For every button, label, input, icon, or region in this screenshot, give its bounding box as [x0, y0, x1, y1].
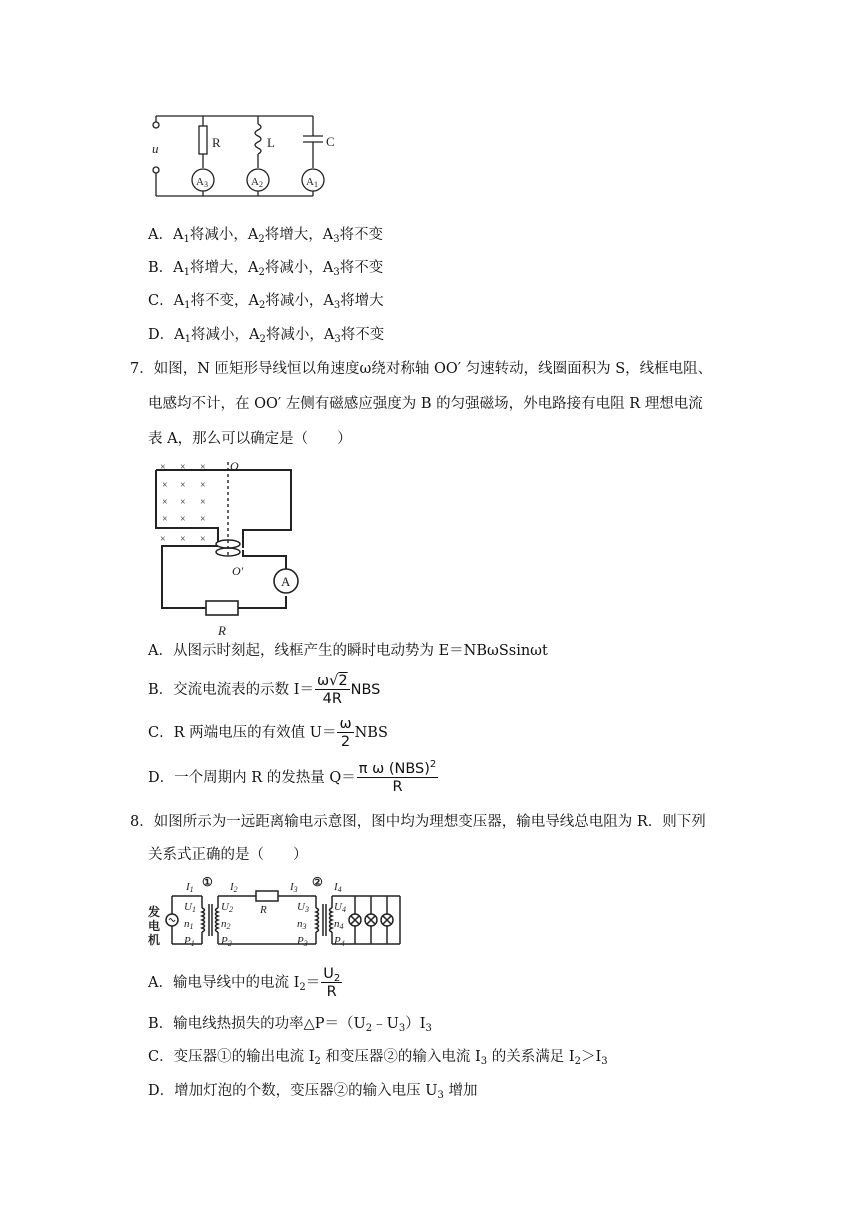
svg-text:机: 机 [148, 933, 161, 947]
svg-text:×: × [200, 514, 206, 525]
svg-text:×: × [162, 514, 168, 525]
q6-label-L: L [267, 135, 275, 150]
svg-text:n2: n2 [221, 918, 231, 931]
svg-text:A2: A2 [251, 176, 263, 189]
q7-label-R: R [218, 623, 226, 638]
svg-text:P2: P2 [221, 935, 232, 948]
q8-transformer-2-label: ② [312, 875, 323, 889]
svg-text:I2: I2 [230, 881, 238, 894]
svg-text:×: × [200, 497, 206, 508]
svg-text:×: × [162, 497, 168, 508]
svg-text:P3: P3 [297, 935, 308, 948]
q8-option-b: B．输电线热损失的功率$\triangle P=(U_2﹣U_3)I_3$ [148, 1016, 432, 1034]
svg-text:U3: U3 [297, 901, 309, 914]
svg-text:U1: U1 [184, 901, 196, 914]
svg-text:×: × [200, 534, 206, 545]
svg-text:发: 发 [148, 905, 161, 919]
svg-text:U2: U2 [221, 901, 233, 914]
q7-rotating-coil-figure [148, 458, 303, 638]
q8-option-d: D．增加灯泡的个数，变压器②的输入电压 $U_3$ 增加 [148, 1083, 478, 1101]
q8-generator-label [147, 904, 160, 947]
q6-label-u: u [152, 141, 159, 156]
svg-text:×: × [162, 480, 168, 491]
q7-option-b: B．交流电流表的示数 I＝ $\frac{\omega√2}{4R}$ NBS [148, 672, 381, 707]
q7-stem-line3: 表 A，那么可以确定是（ ） [148, 431, 352, 447]
q8-transformer-1-label: ① [202, 875, 213, 889]
q7-magnetic-field-crosses [160, 462, 206, 545]
svg-text:×: × [180, 514, 186, 525]
q6-option-c: C．$A_1$将不变，$A_2$将减小，$A_3$将增大 [148, 293, 384, 311]
q6-label-R: R [212, 135, 221, 150]
svg-text:A3: A3 [196, 176, 208, 189]
svg-text:I1: I1 [186, 881, 194, 894]
svg-text:n4: n4 [334, 918, 344, 931]
svg-text:×: × [200, 480, 206, 491]
svg-text:×: × [180, 534, 186, 545]
svg-text:×: × [180, 480, 186, 491]
q6-option-b: B．$A_1$将增大，$A_2$将减小，$A_3$将不变 [148, 260, 384, 278]
svg-text:U4: U4 [334, 901, 346, 914]
q7-option-a: A．从图示时刻起，线框产生的瞬时电动势为 E＝NBωSsinωt [148, 643, 548, 659]
q8-stem-line1: 8．如图所示为一远距离输电示意图，图中均为理想变压器，输电导线总电阻为 R．则下列 [130, 814, 706, 830]
svg-text:×: × [180, 462, 186, 473]
svg-text:×: × [200, 462, 206, 473]
svg-text:×: × [160, 462, 166, 473]
svg-text:n3: n3 [297, 918, 307, 931]
q7-stem-line2: 电感均不计，在 OO′ 左侧有磁感应强度为 B 的匀强磁场，外电路接有电阻 R 理想电流 [148, 396, 703, 412]
svg-text:×: × [160, 534, 166, 545]
svg-text:×: × [180, 497, 186, 508]
q8-label-R: R [260, 904, 267, 916]
q6-label-C: C [326, 134, 335, 149]
svg-text:A1: A1 [306, 176, 318, 189]
q7-label-O: O [230, 459, 239, 473]
q7-stem-line1: 7．如图，N 匝矩形导线恒以角速度ω绕对称轴 OO′ 匀速转动，线圈面积为 S，线框电阻、 [130, 361, 713, 377]
q7-ammeter-label: A [281, 574, 291, 589]
svg-text:P1: P1 [184, 935, 195, 948]
q7-label-O-prime: O' [232, 564, 244, 578]
q8-option-a: A．输电导线中的电流 $I_2=$ $\frac{U_2}{R}$ [148, 965, 341, 1000]
svg-text:P4: P4 [334, 935, 345, 948]
q8-transmission-figure [148, 872, 403, 962]
q7-option-c: C．R 两端电压的有效值 U＝ $\frac{\omega}{2}$ NBS [148, 715, 388, 750]
q8-stem-line2: 关系式正确的是（ ） [148, 847, 308, 863]
svg-text:电: 电 [148, 919, 161, 933]
svg-text:I3: I3 [290, 881, 298, 894]
q6-circuit-figure [148, 108, 348, 206]
q6-option-d: D．$A_1$将减小，$A_2$将减小，$A_3$将不变 [148, 327, 385, 345]
svg-text:n1: n1 [184, 918, 194, 931]
q7-option-d: D．一个周期内 R 的发热量 Q＝ $\frac{\pi \omega (NBS)^2}{R}$ [148, 758, 437, 795]
q6-option-a: A．$A_1$将减小，$A_2$将增大，$A_3$将不变 [148, 227, 384, 245]
q8-option-c: C．变压器①的输出电流 $I_2$ 和变压器②的输入电流 $I_3$ 的关系满足 $I_2>I_3$ [148, 1049, 608, 1067]
svg-text:I4: I4 [334, 881, 342, 894]
